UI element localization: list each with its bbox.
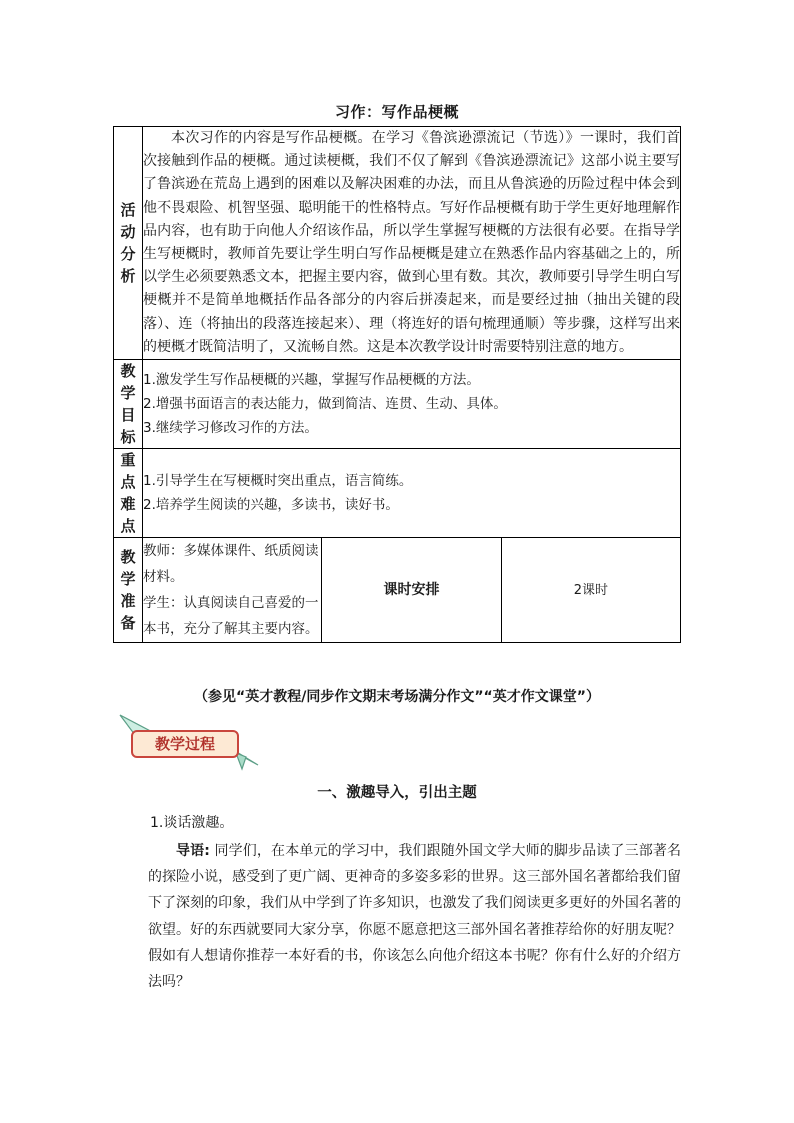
analysis-text: 本次习作的内容是写作品梗概。在学习《鲁滨逊漂流记（节选）》一课时，我们首次接触到作品的梗概。通过读梗概，我们不仅了解到《鲁滨逊漂流记》这部小说主要写了鲁滨逊在荒岛上遇到的困难以及解决困难的办法，而且从鲁滨逊的历险过程中体会到他不畏艰险、机智坚强、聪明能干的性格特点。写好作品梗概有助于学生更好地理解作品内容，也有助于向他人介绍该作品，所以学生掌握写梗概的方法很有必要。在指导学生写梗概时，教师首先要让学生明白写作品梗概是建立在熟悉作品内容基础之上的，所以学生必须要熟悉文本，把握主要内容，做到心里有数。其次，教师要引导学生明白写梗概并不是简单地概括作品各部分的内容后拼凑起来，而是要经过抽（抽出关键的段落）、连（将抽出的段落连接起来）、理（将连好的语句梳理通顺）等步骤，这样写出来的梗概才既简洁明了，又流畅自然。这是本次教学设计时需要特别注意的地方。 xyxy=(143,127,681,360)
reference-note: （参见“英才教程/同步作文期末考场满分作文”“英才作文课堂”） xyxy=(194,689,600,705)
intro-paragraph xyxy=(148,838,681,995)
section-heading: 一、激趣导入，引出主题 xyxy=(317,785,477,801)
schedule-label: 课时安排 xyxy=(322,538,501,643)
preparation-list xyxy=(143,538,322,643)
goals-list xyxy=(143,360,681,449)
teaching-process-badge xyxy=(118,713,263,773)
table-row-goals xyxy=(114,360,681,449)
page-title: 习作：写作品梗概 xyxy=(334,103,459,121)
lesson-plan-table xyxy=(113,126,681,643)
list-item: 3.继续学习修改习作的方法。 xyxy=(143,420,318,437)
list-item: 1.引导学生在写梗概时突出重点，语言简练。 xyxy=(143,473,413,490)
badge-label: 教学过程 xyxy=(154,735,216,753)
table-row-analysis xyxy=(114,127,681,360)
list-item: 2.培养学生阅读的兴趣，多读书，读好书。 xyxy=(143,497,399,514)
step-one: 1.谈话激趣。 xyxy=(150,815,234,831)
schedule-hours: 2课时 xyxy=(501,538,680,643)
goals-label: 教学目标 xyxy=(114,360,143,449)
analysis-label: 活动分析 xyxy=(114,127,143,360)
table-row-preparation xyxy=(114,538,681,643)
list-item: 1.激发学生写作品梗概的兴趣，掌握写作品梗概的方法。 xyxy=(143,372,480,389)
table-row-key-points xyxy=(114,449,681,538)
intro-text: 同学们，在本单元的学习中，我们跟随外国文学大师的脚步品读了三部著名的探险小说，感受到了更广阔、更神奇的多姿多彩的世界。这三部外国名著都给我们留下了深刻的印象，我们从中学到了许多知识，也激发了我们阅读更多更好的外国名著的欲望。好的东西就要同大家分享，你愿不愿意把这三部外国名著推荐给你的好朋友呢？假如有人想请你推荐一本好看的书，你该怎么向他介绍这本书呢？你有什么好的介绍方法吗？ xyxy=(148,843,681,991)
key-points-label: 重点难点 xyxy=(114,449,143,538)
list-item: 教师：多媒体课件、纸质阅读材料。 xyxy=(143,543,319,586)
list-item: 2.增强书面语言的表达能力，做到简洁、连贯、生动、具体。 xyxy=(143,396,507,413)
preparation-label: 教学准备 xyxy=(114,538,143,643)
key-points-list xyxy=(143,449,681,538)
intro-lead: 导语: xyxy=(176,843,210,859)
list-item: 学生：认真阅读自己喜爱的一本书，充分了解其主要内容。 xyxy=(143,595,319,638)
